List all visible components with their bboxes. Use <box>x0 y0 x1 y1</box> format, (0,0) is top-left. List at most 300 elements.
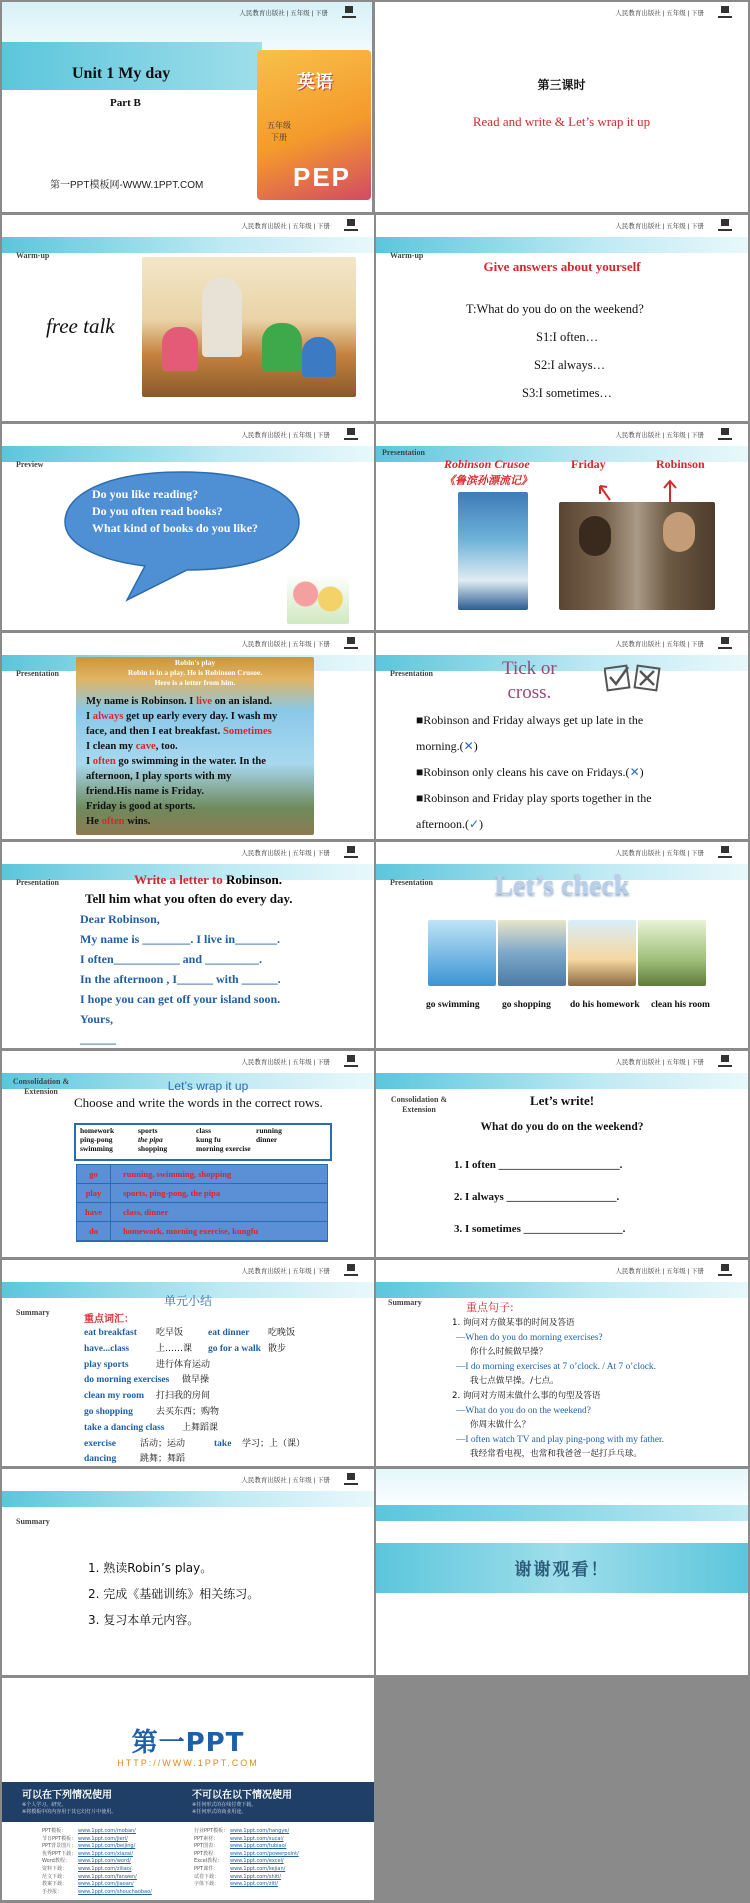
link-url[interactable]: www.1ppt.com/jieri/ <box>78 1835 128 1842</box>
book-grade: 五年级 <box>267 121 291 130</box>
vocab-meaning: 学习；上（课） <box>242 1438 306 1449</box>
section-label: Consolidation & Extension <box>390 1095 448 1114</box>
tick-cross-icons <box>604 663 664 693</box>
forbidden-title: 不可以在以下情况使用 <box>192 1790 292 1801</box>
section-label: Consolidation & Extension <box>12 1077 70 1096</box>
row-words: homework, morning exercise, kungfu <box>123 1226 259 1236</box>
bubble-line: Do you often read books? <box>92 504 223 518</box>
highlight-word: often <box>101 816 125 827</box>
text-segment: friend.His name is Friday. <box>86 786 205 797</box>
vocab-meaning: 散步 <box>268 1343 287 1354</box>
allowed-title: 可以在下列情况使用 <box>22 1790 112 1801</box>
book-term: 下册 <box>271 133 287 142</box>
link-label: 范文下载： <box>42 1873 68 1880</box>
word-bank-word: running <box>256 1126 282 1135</box>
question: What do you do on the weekend? <box>480 1121 644 1133</box>
vocab-meaning: 上舞蹈课 <box>182 1422 219 1433</box>
publisher-logo-icon <box>718 637 732 649</box>
publisher-logo-icon <box>344 1264 358 1276</box>
reading-kids-illustration <box>287 574 349 624</box>
chinese-sentence: 我经常看电视，也常和我爸爸一起打乒乓球。 <box>470 1449 642 1460</box>
note: ※个人学习、研究。 <box>22 1802 67 1808</box>
highlight-word: Sometimes <box>222 726 272 737</box>
link-label: 节日PPT模板： <box>42 1835 77 1842</box>
statement-text: ■Robinson only cleans his cave on Fridays.( <box>416 765 630 779</box>
section-label: Summary <box>16 1517 50 1526</box>
play-subtitle-2: Here is a letter from him. <box>154 678 236 687</box>
note: ※将模板中的内容用于其它幻灯片中使用。 <box>22 1809 117 1815</box>
text-segment: I <box>86 711 93 722</box>
title-line: Tick or <box>502 658 557 679</box>
header-band <box>376 237 748 253</box>
dialogue-line: S1:I often… <box>536 330 599 344</box>
link-url[interactable]: www.1ppt.com/beijing/ <box>78 1843 136 1850</box>
header-text: 人民教育出版社 | 五年级 | 下册 <box>241 1059 330 1066</box>
header-text: 人民教育出版社 | 五年级 | 下册 <box>615 1059 704 1066</box>
header-text: 人民教育出版社 | 五年级 | 下册 <box>615 10 704 17</box>
highlight-word: live <box>196 696 212 707</box>
vocab-term: have...class <box>84 1343 130 1354</box>
row-verb: play <box>77 1184 111 1202</box>
text-segment: I clean my <box>86 741 136 752</box>
row-verb: do <box>77 1222 111 1240</box>
slide-title <box>2 872 374 888</box>
header-text: 人民教育出版社 | 五年级 | 下册 <box>241 223 330 230</box>
letter-line <box>86 754 277 769</box>
section-label: Presentation <box>16 878 59 887</box>
link-url[interactable]: www.1ppt.com/xiazai/ <box>78 1850 134 1857</box>
tick-cross-title <box>502 657 557 705</box>
link-label: PPT教程： <box>194 1850 219 1857</box>
book-name-cn: 《鲁滨孙漂流记》 <box>444 474 532 487</box>
word-bank-word: sports <box>138 1126 158 1135</box>
slide-16[interactable] <box>376 1469 748 1675</box>
brand-url[interactable]: HTTP://WWW.1PPT.COM <box>117 1758 259 1768</box>
header-text: 人民教育出版社 | 五年级 | 下册 <box>241 641 330 648</box>
chinese-sentence: 1. 询问对方做某事的时间及答语 <box>452 1318 575 1328</box>
link-url[interactable]: www.1ppt.com/moban/ <box>78 1828 136 1834</box>
play-subtitle: Robin is in a play. He is Robinson Crusoe. <box>127 668 263 677</box>
vocab-meaning: 做早操 <box>182 1375 210 1386</box>
slide-2[interactable] <box>375 2 748 212</box>
link-url[interactable]: www.1ppt.com/hangye/ <box>230 1828 290 1834</box>
book-title: 英语 <box>297 72 333 93</box>
section-label: Summary <box>16 1308 50 1317</box>
text-segment: on an island. <box>211 696 273 707</box>
instruction: Choose and write the words in the correct rows. <box>74 1095 323 1110</box>
vocab-term: go for a walk <box>208 1343 261 1354</box>
text-segment: go swimming in the water. In the <box>115 756 267 767</box>
letter-line <box>86 799 277 814</box>
vocab-meaning: 吃早饭 <box>156 1328 184 1338</box>
slide-1[interactable] <box>2 2 372 212</box>
publisher-logo-icon <box>718 428 732 440</box>
bubble-line: Do you like reading? <box>92 487 199 501</box>
header-text: 人民教育出版社 | 五年级 | 下册 <box>615 850 704 857</box>
classroom-photo <box>142 257 356 397</box>
chinese-sentence: 2. 询问对方周末做什么事的句型及答语 <box>452 1390 601 1401</box>
slide-5[interactable] <box>2 424 374 630</box>
table-row <box>77 1203 327 1222</box>
section-label: Warm-up <box>16 251 50 260</box>
word-bank-word: class <box>196 1126 211 1135</box>
link-url[interactable]: www.1ppt.com/fanwen/ <box>78 1873 137 1880</box>
header-text: 人民教育出版社 | 五年级 | 下册 <box>241 432 330 439</box>
vocab-term: clean my room <box>84 1391 144 1402</box>
link-url[interactable]: www.1ppt.com/ziliao/ <box>78 1865 132 1872</box>
word-bank-word: shopping <box>138 1144 168 1153</box>
letter-line: In the afternoon , I______ with ______. <box>80 972 281 986</box>
link-row <box>42 1881 152 1889</box>
vocab-term: do morning exercises <box>84 1375 170 1386</box>
publisher-logo-icon <box>344 219 358 231</box>
letter-line <box>86 814 277 829</box>
writing-line: 3. I sometimes __________________. <box>454 1223 626 1235</box>
word-bank-word: kung fu <box>196 1135 221 1144</box>
publisher-logo-icon <box>344 846 358 858</box>
english-sentence: —When do you do morning exercises? <box>456 1332 603 1343</box>
statement-list <box>416 707 652 837</box>
unit-title: Unit 1 My day <box>72 65 171 82</box>
header-text: 人民教育出版社 | 五年级 | 下册 <box>241 1477 330 1484</box>
header-band <box>2 237 374 253</box>
letter-line <box>86 784 277 799</box>
chinese-sentence: 你周末做什么？ <box>470 1420 531 1431</box>
row-words: running, swimming, shopping <box>123 1169 232 1179</box>
link-url[interactable]: www.1ppt.com/word/ <box>78 1858 131 1865</box>
link-url[interactable]: www.1ppt.com/shiti/ <box>230 1873 282 1880</box>
caption: clean his room <box>651 1000 710 1010</box>
section-label: Presentation <box>390 669 433 678</box>
statement-text: morning.( <box>416 739 464 753</box>
slide-title: Let’s wrap it up <box>167 1079 249 1093</box>
link-label: PPT图表： <box>194 1843 219 1850</box>
note: ※任何形式的商业用途。 <box>192 1809 247 1815</box>
section-label: Presentation <box>16 669 59 678</box>
letter-line: I often___________ and _________. <box>80 952 263 966</box>
caption: do his homework <box>570 1000 640 1010</box>
dialogue-line: S2:I always… <box>534 358 606 372</box>
publisher-logo-icon <box>344 1055 358 1067</box>
cross-icon: ✕ <box>463 739 474 753</box>
robinson-label: Robinson <box>656 457 705 471</box>
vocab-meaning: 活动；运动 <box>140 1438 186 1449</box>
link-row <box>42 1889 152 1897</box>
free-talk-text: free talk <box>46 314 115 338</box>
header-text: 人民教育出版社 | 五年级 | 下册 <box>615 223 704 230</box>
dialogue-line: S3:I sometimes… <box>522 386 612 400</box>
link-url[interactable]: www.1ppt.com/sucai/ <box>230 1835 284 1842</box>
letter-text <box>86 694 277 829</box>
word-bank-word: swimming <box>80 1144 113 1153</box>
text-segment: Friday is good at sports. <box>86 801 196 812</box>
highlight-word: often <box>92 756 116 767</box>
link-label: 资料下载： <box>42 1865 68 1872</box>
check-icon: ✓ <box>468 817 480 831</box>
letter-line: My name is ________. I live in_______. <box>80 932 280 946</box>
header-band <box>376 1505 748 1521</box>
sentence-list <box>452 1316 664 1462</box>
part-label: Part B <box>110 97 141 109</box>
play-title: Robin's play <box>174 658 216 667</box>
link-url[interactable]: www.1ppt.com/powerpoint/ <box>230 1850 299 1857</box>
task-item: 1. 熟读Robin’s play。 <box>88 1561 213 1575</box>
word-bank-word: ping-pong <box>80 1135 113 1144</box>
table-row <box>77 1165 327 1184</box>
table-row <box>77 1222 327 1241</box>
dialogue-list <box>466 295 644 407</box>
note: ※任何形式的在线付费下载。 <box>192 1802 257 1808</box>
vocab-meaning: 打扫我的房间 <box>156 1391 211 1402</box>
letter-line: Yours, <box>80 1012 114 1026</box>
vocab-term: eat breakfast <box>84 1328 137 1338</box>
writing-line: 1. I often ______________________. <box>454 1159 623 1171</box>
word-bank-word: dinner <box>256 1135 278 1144</box>
word-bank-row <box>80 1144 326 1153</box>
link-row <box>42 1843 152 1851</box>
slide-12[interactable] <box>376 1051 748 1257</box>
header-text: 人民教育出版社 | 五年级 | 下册 <box>241 1268 330 1275</box>
check-image-homework <box>568 920 636 986</box>
vocab-meaning: 吃晚饭 <box>268 1328 296 1338</box>
usage-banner <box>2 1782 374 1822</box>
letter-line <box>86 694 277 709</box>
letter-line <box>86 724 277 739</box>
word-bank-word: morning exercise <box>196 1144 251 1153</box>
statement: afternoon.(✓) <box>416 817 484 831</box>
title-red: Write a letter to <box>134 872 223 887</box>
english-sentence: —I often watch TV and play ping-pong with my father. <box>456 1434 664 1445</box>
link-label: Word教程： <box>42 1858 70 1865</box>
publisher-logo-icon <box>718 1264 732 1276</box>
row-verb: have <box>77 1203 111 1221</box>
publisher-logo-icon <box>718 6 732 18</box>
vocab-term: go shopping <box>84 1406 133 1417</box>
slide-17[interactable] <box>2 1678 374 1900</box>
slide-7[interactable] <box>2 633 374 839</box>
vocab-meaning: 去买东西；购物 <box>156 1406 220 1417</box>
forbidden-notes <box>192 1802 256 1816</box>
link-label: 优秀PPT下载： <box>42 1850 77 1857</box>
text-segment: afternoon, I play sports with my <box>86 771 232 782</box>
left-link-list <box>42 1828 152 1896</box>
writing-line: 2. I always ____________________. <box>454 1191 620 1203</box>
slide-8[interactable] <box>376 633 748 839</box>
section-label: Warm-up <box>390 251 424 260</box>
link-url[interactable]: www.1ppt.com/excel/ <box>230 1858 284 1865</box>
publisher-logo-icon <box>344 428 358 440</box>
text-segment: , too. <box>155 741 178 752</box>
textbook-cover <box>257 50 371 200</box>
dialogue-line: T:What do you do on the weekend? <box>466 302 644 316</box>
publisher-logo-icon <box>718 1055 732 1067</box>
link-row <box>42 1828 152 1836</box>
title-black: Robinson. <box>222 872 282 887</box>
vocab-term: take a dancing class <box>84 1422 165 1433</box>
table-row <box>77 1184 327 1203</box>
row-words: class, dinner <box>123 1207 169 1217</box>
title-line: cross. <box>507 682 552 703</box>
slide-9[interactable] <box>2 842 374 1048</box>
header-band <box>376 1073 748 1089</box>
vocab-meaning: 跳舞；舞蹈 <box>140 1454 186 1465</box>
slide-title: 单元小结 <box>163 1294 212 1308</box>
letter-line <box>86 769 277 784</box>
book-pep: PEP <box>293 162 352 192</box>
section-label: Presentation <box>390 878 433 887</box>
slide-subtitle: Tell him what you often do every day. <box>85 891 293 906</box>
publisher-logo-icon <box>718 846 732 858</box>
link-url[interactable]: www.1ppt.com/ziti/ <box>230 1881 278 1888</box>
publisher-logo-icon <box>344 637 358 649</box>
english-sentence: —I do morning exercises at 7 o’clock. / At 7 o’clock. <box>456 1361 656 1372</box>
bubble-text <box>92 486 258 537</box>
vocab-term: take <box>214 1438 232 1449</box>
highlight-word: always <box>92 711 124 722</box>
text-segment: My name is Robinson. I <box>86 696 197 707</box>
book-cover-image <box>458 492 528 610</box>
section-label: Presentation <box>382 448 425 457</box>
link-row <box>194 1828 299 1836</box>
english-sentence: —What do you do on the weekend? <box>456 1405 591 1416</box>
highlight-word: cave <box>135 741 156 752</box>
vocab-term: play sports <box>84 1359 129 1370</box>
slide-title: Let’s write! <box>529 1093 595 1108</box>
book-name: Robinson Crusoe <box>444 457 530 471</box>
vocab-heading: 重点词汇： <box>84 1314 134 1325</box>
chinese-sentence: 你什么时候做早操？ <box>470 1347 548 1358</box>
slide-15[interactable] <box>2 1469 374 1675</box>
word-bank-row <box>80 1135 326 1144</box>
link-label: PPT背景图片： <box>42 1843 77 1850</box>
link-url[interactable]: www.1ppt.com/jiaoan/ <box>78 1881 134 1888</box>
vocab-term: dancing <box>84 1454 117 1465</box>
row-words: sports, ping-pong, the pipa <box>123 1188 221 1198</box>
link-row <box>194 1858 299 1866</box>
text-segment: wins. <box>124 816 151 827</box>
check-image-swimming <box>428 920 496 986</box>
answer-table <box>76 1164 328 1242</box>
word-bank-word: homework <box>80 1126 115 1135</box>
letter-line <box>86 709 277 724</box>
friday-label: Friday <box>571 457 606 471</box>
slide-11[interactable] <box>2 1051 374 1257</box>
header-band <box>2 1491 374 1507</box>
publisher-logo-icon <box>718 219 732 231</box>
section-label: Preview <box>16 460 44 469</box>
letter-line: Dear Robinson, <box>80 912 160 926</box>
row-verb: go <box>77 1165 111 1183</box>
text-segment: face, and then I eat breakfast. <box>86 726 223 737</box>
slide-10[interactable] <box>376 842 748 1048</box>
slide-title: 重点句子: <box>466 1301 514 1314</box>
word-bank <box>74 1123 332 1161</box>
word-bank-word <box>256 1144 314 1153</box>
link-label: PPT素材： <box>194 1835 219 1842</box>
letter-line <box>86 739 277 754</box>
lesson-subtitle: Read and write & Let’s wrap it up <box>472 114 651 129</box>
cross-icon: ✕ <box>629 765 640 779</box>
link-row <box>42 1858 152 1866</box>
right-link-list <box>194 1828 299 1889</box>
link-label: PPT课件： <box>194 1865 219 1872</box>
vocab-meaning: 进行体育运动 <box>156 1359 211 1370</box>
bubble-line: What kind of books do you like? <box>92 521 259 535</box>
check-image-cleaning <box>638 920 706 986</box>
lesson-label: 第三课时 <box>537 78 586 92</box>
header-text: 人民教育出版社 | 五年级 | 下册 <box>615 432 704 439</box>
link-url[interactable]: www.1ppt.com/kejian/ <box>230 1865 286 1872</box>
link-label: 字体下载： <box>194 1881 220 1888</box>
text-segment: He <box>86 816 102 827</box>
link-row <box>194 1866 299 1874</box>
chinese-sentence: 我七点做早操。/七点。 <box>470 1376 559 1387</box>
slide-4[interactable] <box>376 215 748 421</box>
letter-line: ______ <box>80 1032 116 1046</box>
statement: ■Robinson only cleans his cave on Fridays.(✕) <box>416 765 644 779</box>
vocab-meaning: 上……课 <box>156 1343 193 1354</box>
writing-lines <box>454 1149 625 1245</box>
task-list <box>88 1555 259 1633</box>
link-label: 试卷下载： <box>194 1873 220 1880</box>
vocab-term: eat dinner <box>208 1328 250 1338</box>
text-segment: I <box>86 756 93 767</box>
publisher-logo-icon <box>342 6 356 18</box>
letter-template <box>80 909 281 1048</box>
statement: ■Robinson and Friday play sports together in the <box>416 791 652 805</box>
link-label: Excel教程： <box>194 1858 223 1865</box>
header-band <box>2 446 374 462</box>
link-row <box>194 1843 299 1851</box>
slide-3[interactable] <box>2 215 374 421</box>
slide-title: Let’s check <box>494 870 630 901</box>
link-label: 行业PPT模板： <box>194 1828 229 1834</box>
allowed-notes <box>22 1802 116 1816</box>
header-text: 人民教育出版社 | 五年级 | 下册 <box>241 850 330 857</box>
link-row <box>194 1881 299 1889</box>
section-label: Summary <box>388 1298 422 1307</box>
brand-logo: 第一PPT <box>131 1728 245 1758</box>
publisher-logo-icon <box>344 1473 358 1485</box>
link-label: 手抄报： <box>42 1888 63 1895</box>
thanks-text: 谢谢观看！ <box>514 1560 610 1580</box>
link-label: 教案下载： <box>42 1881 68 1888</box>
vocab-term: exercise <box>84 1438 116 1449</box>
link-row <box>42 1866 152 1874</box>
link-label: PPT模板： <box>42 1828 67 1834</box>
caption: go shopping <box>502 1000 551 1010</box>
statement: morning.(✕) <box>416 739 478 753</box>
check-image-shopping <box>498 920 566 986</box>
caption: go swimming <box>426 1000 480 1010</box>
statement: ■Robinson and Friday always get up late in the <box>416 713 644 727</box>
task-item: 3. 复习本单元内容。 <box>88 1613 200 1627</box>
movie-still-photo <box>559 502 715 610</box>
link-url[interactable]: www.1ppt.com/tubiao/ <box>230 1843 287 1850</box>
link-url[interactable]: www.1ppt.com/shouchaobao/ <box>78 1888 152 1895</box>
task-item: 2. 完成《基础训练》相关练习。 <box>88 1587 260 1601</box>
slide-6[interactable] <box>376 424 748 630</box>
letter-line: I hope you can get off your island soon. <box>80 992 281 1006</box>
header-text: 人民教育出版社 | 五年级 | 下册 <box>615 1268 704 1275</box>
header-text: 人民教育出版社 | 五年级 | 下册 <box>615 641 704 648</box>
slide-14[interactable] <box>376 1260 748 1466</box>
site-label: 第一PPT模板网-WWW.1PPT.COM <box>50 180 204 191</box>
slide-13[interactable] <box>2 1260 374 1466</box>
header-text: 人民教育出版社 | 五年级 | 下册 <box>239 10 328 17</box>
slide-title: Give answers about yourself <box>483 259 641 274</box>
word-bank-word: the pipa <box>138 1135 163 1144</box>
